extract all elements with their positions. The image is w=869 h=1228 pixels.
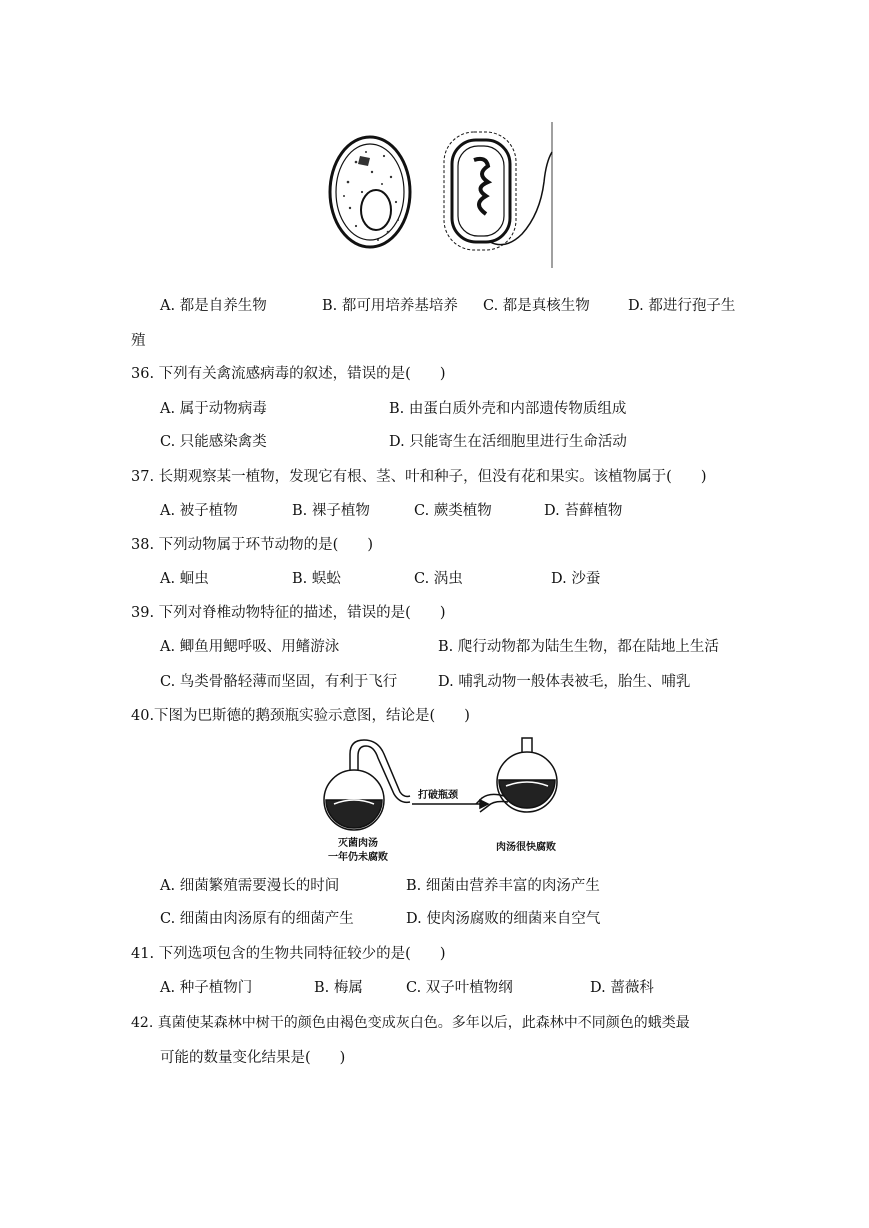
q37-option-b: B. 裸子植物 bbox=[292, 503, 370, 519]
q36-option-a: A. 属于动物病毒 bbox=[160, 401, 267, 417]
q35-option-c: C. 都是真核生物 bbox=[483, 298, 590, 314]
q41-option-b: B. 梅属 bbox=[314, 980, 363, 996]
q38-option-b: B. 蜈蚣 bbox=[292, 571, 341, 587]
q42-stem-line2: 可能的数量变化结果是( ) bbox=[160, 1050, 346, 1066]
q37-option-a: A. 被子植物 bbox=[160, 503, 238, 519]
q35-option-d-continued: 殖 bbox=[131, 333, 146, 349]
q41-option-a: A. 种子植物门 bbox=[160, 980, 253, 996]
yeast-cell bbox=[330, 137, 410, 247]
q38-option-c: C. 涡虫 bbox=[414, 571, 463, 587]
q35-option-d: D. 都进行孢子生 bbox=[628, 298, 736, 314]
q41-option-c: C. 双子叶植物纲 bbox=[406, 980, 513, 996]
q35-option-b: B. 都可用培养基培养 bbox=[322, 298, 458, 314]
flask-left-caption-1: 灭菌肉汤 bbox=[338, 838, 378, 849]
q42-stem-line1: 42. 真菌使某森林中树干的颜色由褐色变成灰白色。多年以后，此森林中不同颜色的蛾类最 bbox=[131, 1015, 690, 1031]
flask-arrow-label: 打破瓶颈 bbox=[418, 790, 458, 801]
q41-option-d: D. 蔷薇科 bbox=[590, 980, 654, 996]
q39-stem: 39. 下列对脊椎动物特征的描述，错误的是( ) bbox=[131, 605, 446, 621]
cells-figure bbox=[326, 122, 554, 268]
q39-option-d: D. 哺乳动物一般体表被毛，胎生、哺乳 bbox=[438, 674, 691, 690]
q36-option-c: C. 只能感染禽类 bbox=[160, 434, 267, 450]
q36-stem: 36. 下列有关禽流感病毒的叙述，错误的是( ) bbox=[131, 366, 446, 382]
q36-option-b: B. 由蛋白质外壳和内部遗传物质组成 bbox=[389, 401, 627, 417]
q40-option-b: B. 细菌由营养丰富的肉汤产生 bbox=[406, 878, 600, 894]
q38-option-d: D. 沙蚕 bbox=[551, 571, 601, 587]
q37-option-c: C. 蕨类植物 bbox=[414, 503, 492, 519]
flask-left-caption-2: 一年仍未腐败 bbox=[328, 852, 388, 863]
q38-option-a: A. 蛔虫 bbox=[160, 571, 209, 587]
bacterium-cell bbox=[444, 122, 552, 268]
q36-option-d: D. 只能寄生在活细胞里进行生命活动 bbox=[389, 434, 627, 450]
q35-option-a: A. 都是自养生物 bbox=[160, 298, 267, 314]
q40-option-d: D. 使肉汤腐败的细菌来自空气 bbox=[406, 911, 601, 927]
q40-stem: 40.下图为巴斯德的鹅颈瓶实验示意图，结论是( ) bbox=[131, 708, 470, 724]
broken-flask bbox=[476, 738, 557, 812]
intact-flask bbox=[324, 740, 410, 830]
q41-stem: 41. 下列选项包含的生物共同特征较少的是( ) bbox=[131, 946, 446, 962]
q39-option-b: B. 爬行动物都为陆生生物，都在陆地上生活 bbox=[438, 639, 719, 655]
q37-stem: 37. 长期观察某一植物，发现它有根、茎、叶和种子，但没有花和果实。该植物属于( ) bbox=[131, 469, 707, 485]
q38-stem: 38. 下列动物属于环节动物的是( ) bbox=[131, 537, 373, 553]
q39-option-c: C. 鸟类骨骼轻薄而坚固，有利于飞行 bbox=[160, 674, 398, 690]
q39-option-a: A. 鲫鱼用鳃呼吸、用鳍游泳 bbox=[160, 639, 340, 655]
q40-option-a: A. 细菌繁殖需要漫长的时间 bbox=[160, 878, 340, 894]
q40-option-c: C. 细菌由肉汤原有的细菌产生 bbox=[160, 911, 354, 927]
flask-right-caption: 肉汤很快腐败 bbox=[496, 842, 556, 853]
q37-option-d: D. 苔藓植物 bbox=[544, 503, 623, 519]
